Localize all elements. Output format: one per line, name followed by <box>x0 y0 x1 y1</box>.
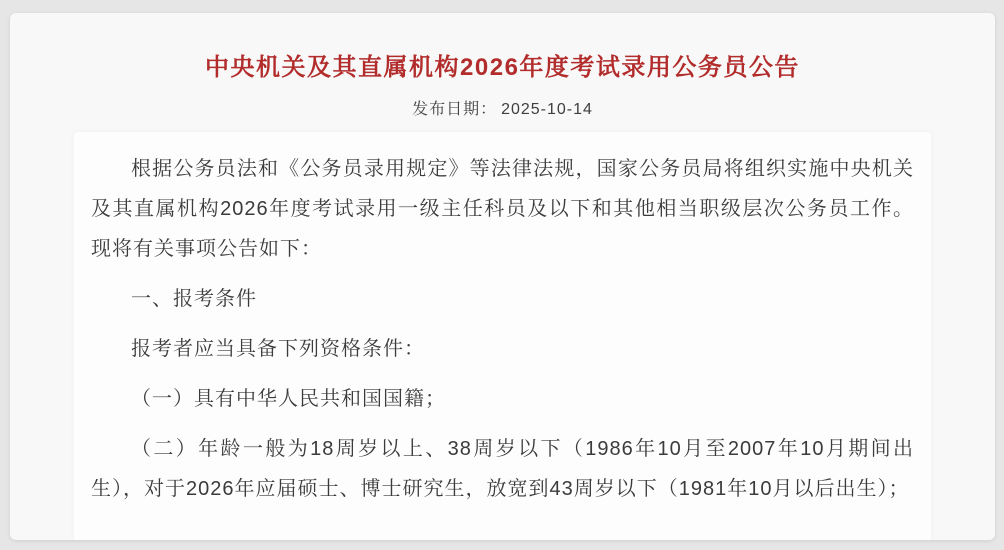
section-heading-application-requirements: 一、报考条件 <box>131 288 257 310</box>
announcement-card <box>10 13 995 540</box>
publish-date-label: 发布日期： <box>412 101 498 118</box>
paragraph-item-1-nationality: （一）具有中华人民共和国国籍； <box>131 388 446 410</box>
paragraph-item-2-age: （二）年龄一般为18周岁以上、38周岁以下（1986年10月至2007年10月期间出生），对于2026年应届硕士、博士研究生，放宽到43周岁以下（1981年10月以后出生）； <box>91 438 914 500</box>
paragraph-qualifications-intro: 报考者应当具备下列资格条件： <box>131 338 425 360</box>
paragraph-intro: 根据公务员法和《公务员录用规定》等法律法规，国家公务员局将组织实施中央机关及其直属机构2026年度考试录用一级主任科员及以下和其他相当职级层次公务员工作。现将有关事项公告如下： <box>91 158 914 260</box>
publish-date-line <box>10 96 995 119</box>
announcement-title: 中央机关及其直属机构2026年度考试录用公务员公告 <box>205 54 800 81</box>
announcement-body <box>74 132 931 540</box>
publish-date-value: 2025-10-14 <box>501 101 593 118</box>
